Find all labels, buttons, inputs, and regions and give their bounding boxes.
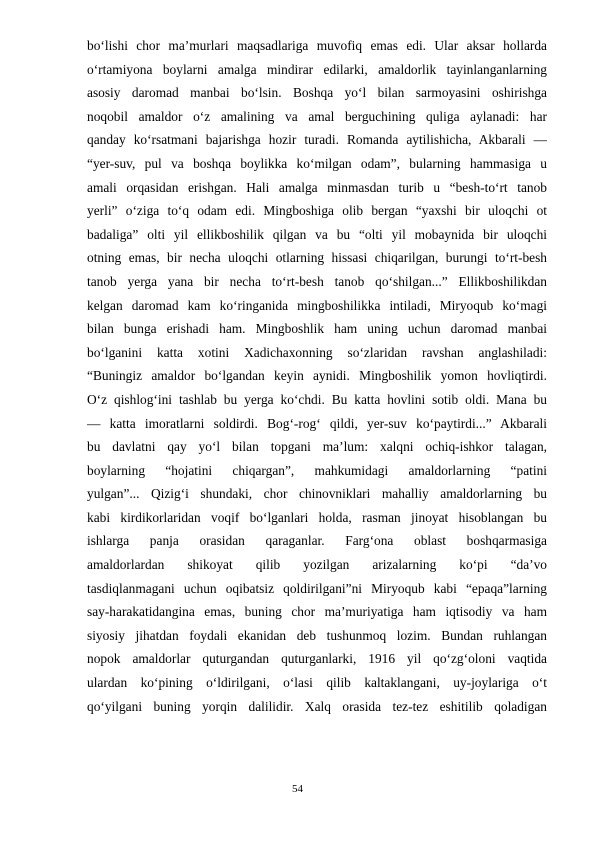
text-line: badaliga” olti yil ellikboshilik qilgan va bu “olti yil mobaynida bir uloqchi — [87, 226, 547, 242]
text-line: nopok amaldorlar quturgandan quturganlarki, 1916 yil qo‘zg‘oloni vaqtida — [87, 651, 547, 667]
text-line: ulardan ko‘pining o‘ldirilgani, o‘lasi qilib kaltaklangani, uy-joylariga o‘t — [87, 675, 547, 691]
text-line: tanob yerga yana bir necha to‘rt-besh tanob qo‘shilgan...” Ellikboshilikdan — [87, 273, 547, 289]
text-line: boylarning “hojatini chiqargan”, mahkumidagi amaldorlarning “patini — [87, 462, 547, 478]
text-line: otning emas, bir necha uloqchi otlarning hissasi chiqarilgan, burungi to‘rt-besh — [87, 250, 547, 266]
text-line: bilan bunga erishadi ham. Mingboshlik ham uning uchun daromad manbai — [87, 321, 547, 337]
body-text — [87, 34, 547, 718]
text-line: o‘rtamiyona boylarni amalga mindirar edilarki, amaldorlik tayinlanganlarning — [87, 61, 547, 77]
text-line: O‘z qishlog‘ini tashlab bu yerga ko‘chdi. Bu katta hovlini sotib oldi. Mana bu — [87, 391, 547, 407]
text-line: bo‘lishi chor ma’murlari maqsadlariga muvofiq emas edi. Ular aksar hollarda — [87, 38, 547, 53]
text-line: bu davlatni qay yo‘l bilan topgani ma’lum: xalqni ochiq-ishkor talagan, — [87, 439, 547, 455]
text-line: kabi kirdikorlaridan voqif bo‘lganlari holda, rasman jinoyat hisoblangan bu — [87, 509, 547, 525]
text-line: yulgan”... Qizig‘i shundaki, chor chinovniklari mahalliy amaldorlarning bu — [87, 486, 547, 502]
text-line: amaldorlardan shikoyat qilib yozilgan arizalarning ko‘pi “da’vo — [87, 557, 547, 573]
text-line: kelgan daromad kam ko‘ringanida mingboshilikka intiladi, Miryoqub ko‘magi — [87, 297, 547, 313]
text-line: — katta imoratlarni soldirdi. Bog‘-rog‘ qildi, yer-suv ko‘paytirdi...” Akbarali — [87, 415, 547, 431]
text-line: noqobil amaldor o‘z amalining va amal berguchining quliga aylanadi: har — [87, 108, 547, 124]
text-line: “yer-suv, pul va boshqa boylikka ko‘milgan odam”, bularning hammasiga u — [87, 155, 547, 171]
text-line: siyosiy jihatdan foydali ekanidan deb tushunmoq lozim. Bundan ruhlangan — [87, 627, 547, 643]
text-line: yerli” o‘ziga to‘q odam edi. Mingboshiga olib bergan “yaxshi bir uloqchi ot — [87, 203, 547, 219]
text-line: qanday ko‘rsatmani bajarishga hozir turadi. Romanda aytilishicha, Akbarali — — [87, 132, 547, 148]
text-line: tasdiqlanmagani uchun oqibatsiz qoldirilgani”ni Miryoqub kabi “epaqa”larning — [87, 580, 547, 596]
text-line: “Buningiz amaldor bo‘lgandan keyin aynidi. Mingboshilik yomon hovliqtirdi. — [87, 368, 547, 384]
text-line: bo‘lganini katta xotini Xadichaxonning so‘zlaridan ravshan anglashiladi: — [87, 344, 547, 360]
page-number: 54 — [292, 783, 303, 795]
text-line: amali orqasidan erishgan. Hali amalga minmasdan turib u “besh-to‘rt tanob — [87, 179, 547, 195]
text-line: asosiy daromad manbai bo‘lsin. Boshqa yo‘l bilan sarmoyasini oshirishga — [87, 85, 547, 101]
text-line: ishlarga panja orasidan qaraganlar. Farg‘ona oblast boshqarmasiga — [87, 533, 547, 549]
text-line: say-harakatidangina emas, buning chor ma’muriyatiga ham iqtisodiy va ham — [87, 604, 547, 620]
text-line: qo‘yilgani buning yorqin dalilidir. Xalq orasida tez-tez eshitilib qoladigan — [87, 698, 547, 714]
